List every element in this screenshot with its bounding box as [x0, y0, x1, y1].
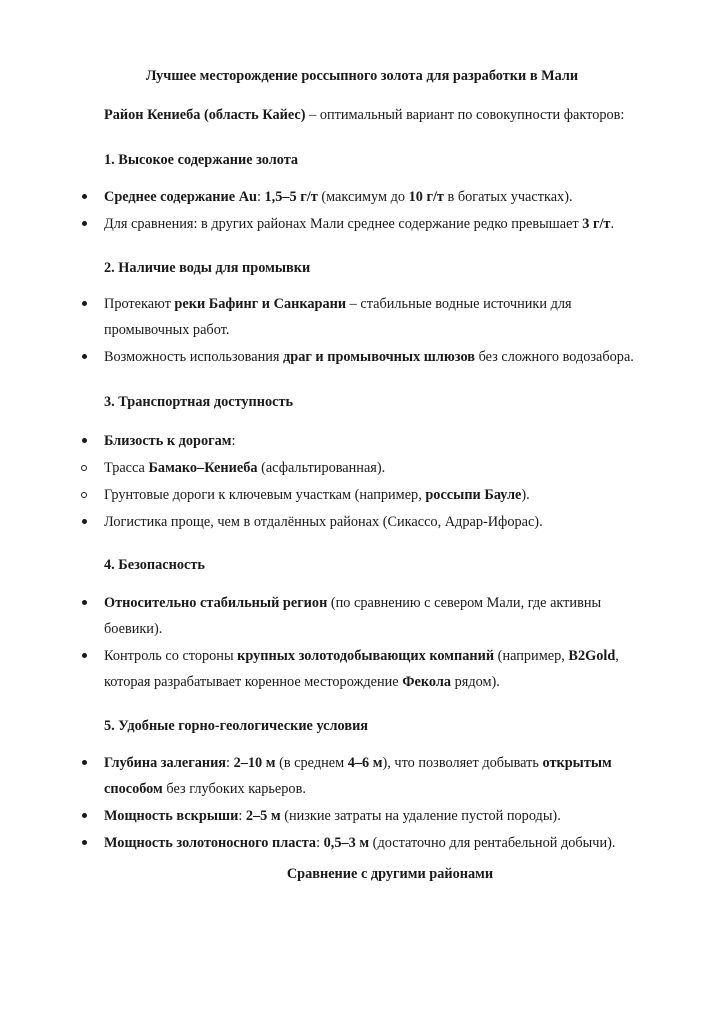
list-item: Грунтовые дороги к ключевым участкам (например, россыпи Бауле).	[104, 487, 530, 503]
bullet-disc-icon	[78, 184, 90, 210]
list-item: Мощность вскрыши: 2–5 м (низкие затраты на удаление пустой породы).	[104, 808, 561, 824]
bullet-disc-icon	[78, 428, 90, 454]
bullet-disc-icon	[78, 509, 90, 535]
bullet-disc-icon	[78, 750, 90, 776]
list-item: Трасса Бамако–Кениеба (асфальтированная).	[104, 460, 386, 476]
bullet-disc-icon	[78, 291, 90, 317]
section-5-heading: 5. Удобные горно-геологические условия	[104, 718, 369, 734]
bullet-disc-icon	[78, 590, 90, 616]
bullet-circle-icon	[78, 482, 90, 508]
section-2-heading: 2. Наличие воды для промывки	[104, 260, 311, 276]
list-item: Относительно стабильный регион (по сравнению с севером Мали, где активны боевики).	[104, 595, 602, 637]
list-item: Для сравнения: в других районах Мали среднее содержание редко превышает 3 г/т.	[104, 216, 615, 232]
bullet-circle-icon	[78, 455, 90, 481]
list-item: Глубина залегания: 2–10 м (в среднем 4–6 м), что позволяет добывать открытым способом без глубоких карьеров.	[104, 755, 612, 797]
list-item: Протекают реки Бафинг и Санкарани – стабильные водные источники для промывочных работ.	[104, 296, 572, 338]
list-item: Логистика проще, чем в отдалённых районах (Сикассо, Адрар-Ифорас).	[104, 514, 543, 530]
intro-text: – оптимальный вариант по совокупности факторов:	[305, 107, 625, 123]
bullet-disc-icon	[78, 803, 90, 829]
list-item: Среднее содержание Au: 1,5–5 г/т (максимум до 10 г/т в богатых участках).	[104, 189, 573, 205]
list-item: Мощность золотоносного пласта: 0,5–3 м (достаточно для рентабельной добычи).	[104, 835, 616, 851]
bullet-disc-icon	[78, 344, 90, 370]
list-item: Близость к дорогам:	[104, 433, 236, 449]
intro-region: Район Кениеба (область Кайес)	[104, 107, 306, 123]
list-item: Контроль со стороны крупных золотодобывающих компаний (например, B2Gold, которая разрабатывает коренное месторождение Фекола рядом).	[104, 648, 619, 690]
comparison-heading: Сравнение с другими районами	[286, 866, 494, 882]
section-1-heading: 1. Высокое содержание золота	[104, 152, 299, 168]
section-3-heading: 3. Транспортная доступность	[104, 394, 294, 410]
bullet-disc-icon	[78, 830, 90, 856]
bullet-disc-icon	[78, 643, 90, 669]
document-title: Лучшее месторождение россыпного золота для разработки в Мали	[145, 68, 579, 84]
intro-paragraph	[104, 107, 684, 124]
section-4-heading: 4. Безопасность	[104, 557, 205, 573]
list-item: Возможность использования драг и промывочных шлюзов без сложного водозабора.	[104, 349, 634, 365]
bullet-disc-icon	[78, 211, 90, 237]
